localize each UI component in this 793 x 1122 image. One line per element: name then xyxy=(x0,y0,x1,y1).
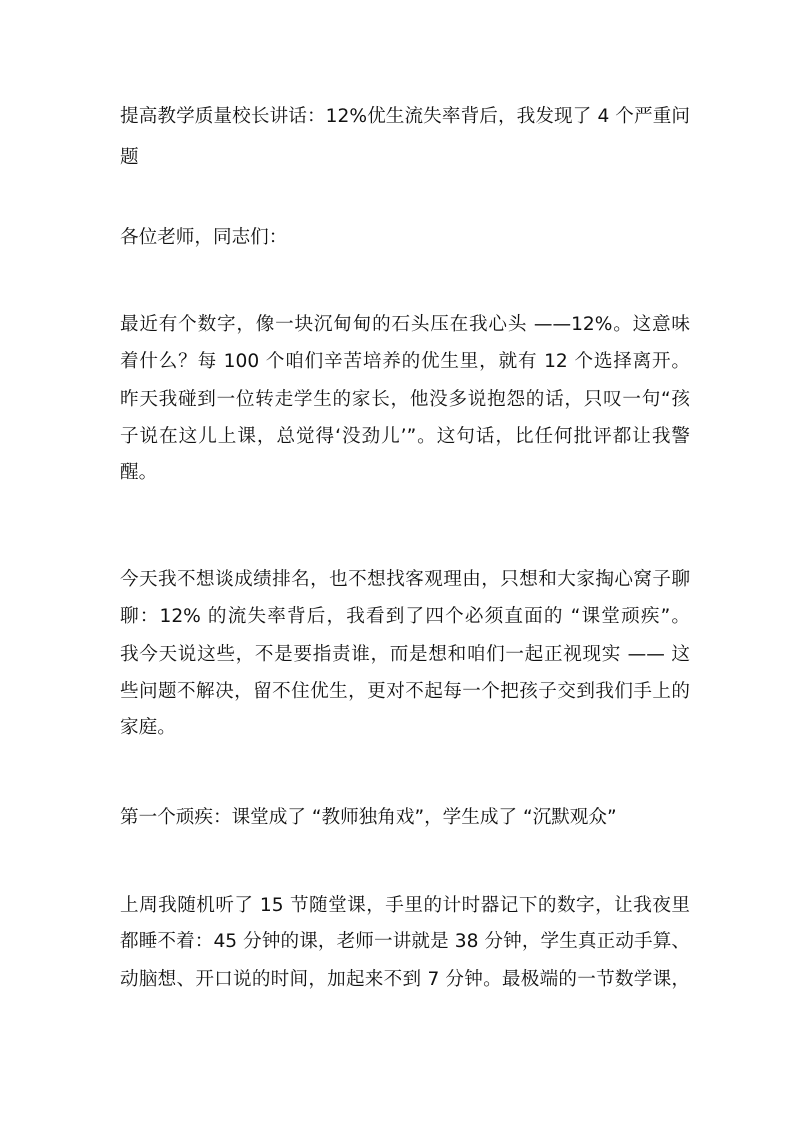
paragraph-1-line: 最近有个数字，像一块沉甸甸的石头压在我心头 ——12%。这意味 xyxy=(120,314,690,335)
paragraph-3-line: 都睡不着：45 分钟的课，老师一讲就是 38 分钟，学生真正动手算、 xyxy=(120,931,690,952)
paragraph-2-line: 聊：12% 的流失率背后，我看到了四个必须直面的 “课堂顽疾”。 xyxy=(120,606,690,627)
paragraph-2-line: 今天我不想谈成绩排名，也不想找客观理由，只想和大家掏心窝子聊 xyxy=(120,569,690,590)
paragraph-1-line: 醒。 xyxy=(120,462,158,483)
paragraph-1-line: 昨天我碰到一位转走学生的家长，他没多说抱怨的话，只叹一句“孩 xyxy=(120,389,690,410)
paragraph-3-line: 动脑想、开口说的时间，加起来不到 7 分钟。最极端的一节数学课， xyxy=(120,969,690,990)
paragraph-2-line: 我今天说这些，不是要指责谁，而是想和咱们一起正视现实 —— 这 xyxy=(120,644,690,665)
paragraph-3-line: 上周我随机听了 15 节随堂课，手里的计时器记下的数字，让我夜里 xyxy=(120,895,690,916)
paragraph-2-line: 些问题不解决，留不住优生，更对不起每一个把孩子交到我们手上的 xyxy=(120,681,690,702)
paragraph-2-line: 家庭。 xyxy=(120,717,176,738)
greeting: 各位老师，同志们： xyxy=(120,227,288,248)
paragraph-1-line: 子说在这儿上课，总觉得‘没劲儿’”。这句话，比任何批评都让我警 xyxy=(120,426,690,447)
title-line-2: 题 xyxy=(120,147,139,168)
title-line-1: 提高教学质量校长讲话：12%优生流失率背后，我发现了 4 个严重问 xyxy=(120,106,690,127)
section-heading-1: 第一个顽疾：课堂成了 “教师独角戏”，学生成了 “沉默观众” xyxy=(120,807,617,828)
paragraph-1-line: 着什么？每 100 个咱们辛苦培养的优生里，就有 12 个选择离开。 xyxy=(120,351,690,372)
